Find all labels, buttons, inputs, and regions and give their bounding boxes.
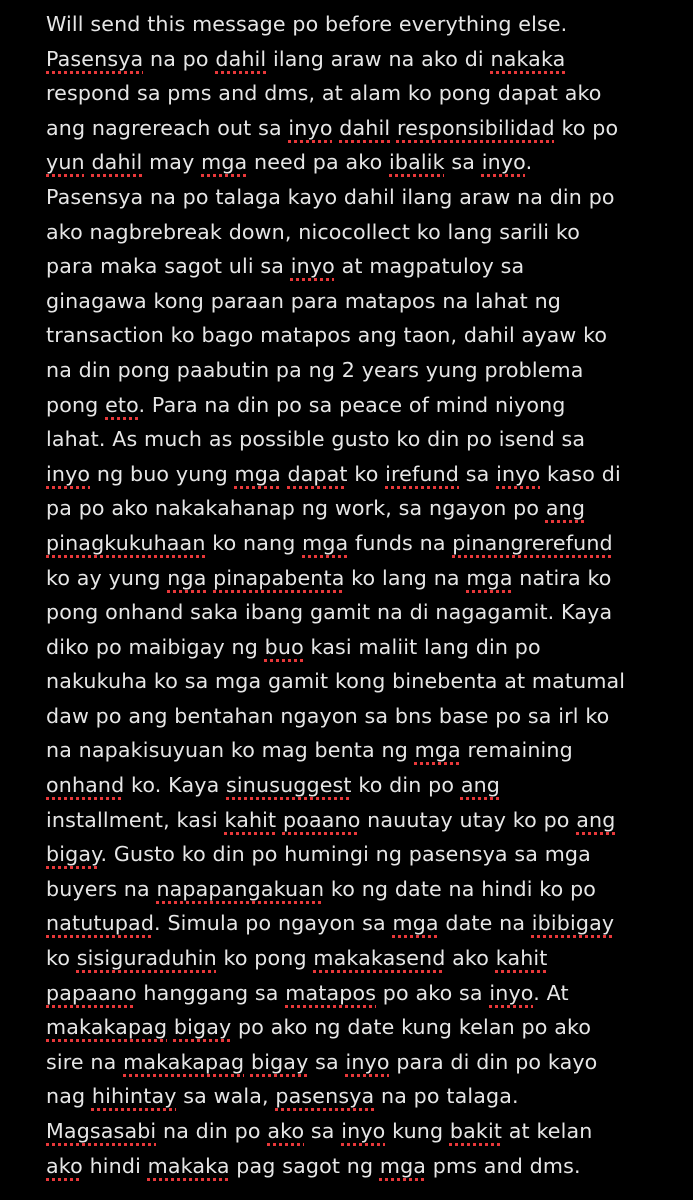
spellcheck-flagged-word[interactable]: kahit xyxy=(224,807,277,832)
note-text-line: ginagawa kong paraan para matapos na lahat ng xyxy=(46,288,561,313)
spellcheck-flagged-word[interactable]: ako xyxy=(267,1119,305,1143)
spellcheck-flagged-word[interactable]: dapat xyxy=(287,461,348,486)
spellcheck-flagged-word[interactable]: inyo xyxy=(46,461,91,486)
spellcheck-flagged-word[interactable]: sisiguraduhin xyxy=(76,946,217,971)
note-text-body[interactable] xyxy=(46,7,686,1183)
spellcheck-flagged-word[interactable]: inyo xyxy=(341,1119,386,1143)
note-text-line: ang nagrereach out sa inyo dahil responsibilidad ko po xyxy=(46,115,619,140)
spellcheck-flagged-word[interactable]: sinusuggest xyxy=(226,773,352,798)
note-text-line: ko sisiguraduhin ko pong makakasend ako kahit xyxy=(46,946,548,971)
spellcheck-flagged-word[interactable]: bakit xyxy=(449,1119,503,1143)
spellcheck-flagged-word[interactable]: ang xyxy=(545,496,586,521)
note-text-line: Pasensya na po dahil ilang araw na ako di nakaka xyxy=(46,46,566,71)
note-text-line: lahat. As much as possible gusto ko din po isend sa xyxy=(46,427,586,452)
note-text-line: diko po maibigay ng buo kasi maliit lang din po xyxy=(46,634,541,659)
spellcheck-flagged-word[interactable]: mga xyxy=(379,1153,427,1178)
spellcheck-flagged-word[interactable]: pinapabenta xyxy=(213,565,345,590)
spellcheck-flagged-word[interactable]: pinangrerefund xyxy=(452,530,613,555)
spellcheck-flagged-word[interactable]: dahil xyxy=(91,150,143,175)
spellcheck-flagged-word[interactable]: dahil xyxy=(339,115,391,140)
spellcheck-flagged-word[interactable]: responsibilidad xyxy=(396,115,555,140)
note-text-line: daw po ang bentahan ngayon sa bns base po sa irl ko xyxy=(46,703,610,728)
note-text-line: ko ay yung nga pinapabenta ko lang na mga natira ko xyxy=(46,565,612,590)
spellcheck-flagged-word[interactable]: inyo xyxy=(489,980,534,1005)
note-text-line: na din pong paabutin pa ng 2 years yung problema xyxy=(46,357,584,382)
spellcheck-flagged-word[interactable]: makakasend xyxy=(313,946,446,971)
spellcheck-flagged-word[interactable]: ibibigay xyxy=(531,911,615,936)
spellcheck-flagged-word[interactable]: mga xyxy=(414,738,461,763)
spellcheck-flagged-word[interactable]: hihintay xyxy=(91,1084,177,1109)
note-text-line: ako hindi makaka pag sagot ng mga pms and dms. xyxy=(46,1153,581,1178)
spellcheck-flagged-word[interactable]: inyo xyxy=(288,115,333,140)
note-text-line: na napakisuyuan ko mag benta ng mga remaining xyxy=(46,738,573,763)
note-text-line: bigay. Gusto ko din po humingi ng pasensya sa mga xyxy=(46,842,591,867)
spellcheck-flagged-word[interactable]: ang xyxy=(576,807,616,832)
spellcheck-flagged-word[interactable]: mga xyxy=(466,565,513,590)
note-text-line: papaano hanggang sa matapos po ako sa inyo. At xyxy=(46,980,569,1005)
spellcheck-flagged-word[interactable]: matapos xyxy=(285,980,377,1005)
note-text-line: para maka sagot uli sa inyo at magpatuloy sa xyxy=(46,254,525,279)
note-text-line: natutupad. Simula po ngayon sa mga date na ibibigay xyxy=(46,911,615,936)
note-text-line: installment, kasi kahit poaano nauutay utay ko po ang xyxy=(46,807,616,832)
note-text-line: Pasensya na po talaga kayo dahil ilang araw na din po xyxy=(46,184,615,209)
spellcheck-flagged-word[interactable]: napapangakuan xyxy=(156,876,325,901)
spellcheck-flagged-word[interactable]: makaka xyxy=(147,1153,230,1178)
spellcheck-flagged-word[interactable]: buo xyxy=(264,634,304,659)
spellcheck-flagged-word[interactable]: natutupad xyxy=(46,911,155,936)
note-text-line: sire na makakapag bigay sa inyo para di din po kayo xyxy=(46,1049,598,1074)
spellcheck-flagged-word[interactable]: pinagkukuhaan xyxy=(46,530,206,555)
note-text-line: Magsasabi na din po ako sa inyo kung bakit at kelan xyxy=(46,1119,593,1143)
spellcheck-flagged-word[interactable]: papaano xyxy=(46,980,137,1005)
note-text-line: nag hihintay sa wala, pasensya na po talaga. xyxy=(46,1084,519,1109)
spellcheck-flagged-word[interactable]: ibalik xyxy=(389,150,445,175)
spellcheck-flagged-word[interactable]: poaano xyxy=(282,807,361,832)
note-text-line: makakapag bigay po ako ng date kung kelan po ako xyxy=(46,1015,592,1040)
spellcheck-flagged-word[interactable]: inyo xyxy=(290,254,335,279)
spellcheck-flagged-word[interactable]: yun xyxy=(46,150,85,175)
note-text-line: Will send this message po before everything else. xyxy=(46,12,568,36)
note-text-line: onhand ko. Kaya sinusuggest ko din po ang xyxy=(46,773,501,798)
note-text-line: pa po ako nakakahanap ng work, sa ngayon po ang xyxy=(46,496,586,521)
note-text-line: inyo ng buo yung mga dapat ko irefund sa inyo kaso di xyxy=(46,461,621,486)
note-text-line: ako nagbrebreak down, nicocollect ko lang sarili ko xyxy=(46,219,580,244)
spellcheck-flagged-word[interactable]: eto xyxy=(105,392,139,417)
spellcheck-flagged-word[interactable]: ako xyxy=(46,1153,83,1178)
spellcheck-flagged-word[interactable]: bigay xyxy=(173,1015,232,1040)
note-text-line: transaction ko bago matapos ang taon, dahil ayaw ko xyxy=(46,323,608,348)
spellcheck-flagged-word[interactable]: nakaka xyxy=(490,46,566,71)
note-text-line: pong onhand saka ibang gamit na di nagagamit. Kaya xyxy=(46,600,613,625)
spellcheck-flagged-word[interactable]: nga xyxy=(167,565,207,590)
spellcheck-flagged-word[interactable]: dahil xyxy=(215,46,267,71)
spellcheck-flagged-word[interactable]: mga xyxy=(392,911,439,936)
spellcheck-flagged-word[interactable]: pasensya xyxy=(275,1084,375,1109)
spellcheck-flagged-word[interactable]: Magsasabi xyxy=(46,1119,157,1143)
spellcheck-flagged-word[interactable]: irefund xyxy=(385,461,460,486)
note-text-line: pinagkukuhaan ko nang mga funds na pinangrerefund xyxy=(46,530,613,555)
spellcheck-flagged-word[interactable]: mga xyxy=(201,150,248,175)
spellcheck-flagged-word[interactable]: onhand xyxy=(46,773,125,798)
spellcheck-flagged-word[interactable]: kahit xyxy=(495,946,548,971)
spellcheck-flagged-word[interactable]: makakapag xyxy=(46,1015,168,1040)
spellcheck-flagged-word[interactable]: makakapag xyxy=(123,1049,245,1074)
note-text-line: pong eto. Para na din po sa peace of mind niyong xyxy=(46,392,566,417)
spellcheck-flagged-word[interactable]: inyo xyxy=(481,150,526,175)
spellcheck-flagged-word[interactable]: ang xyxy=(460,773,501,798)
spellcheck-flagged-word[interactable]: mga xyxy=(302,530,349,555)
note-text-line: buyers na napapangakuan ko ng date na hindi ko po xyxy=(46,876,597,901)
spellcheck-flagged-word[interactable]: mga xyxy=(234,461,281,486)
note-text-line: yun dahil may mga need pa ako ibalik sa inyo. xyxy=(46,150,533,175)
spellcheck-flagged-word[interactable]: inyo xyxy=(345,1049,390,1074)
note-text-line: nakukuha ko sa mga gamit kong binebenta at matumal xyxy=(46,669,626,694)
note-text-line: respond sa pms and dms, at alam ko pong dapat ako xyxy=(46,81,602,106)
spellcheck-flagged-word[interactable]: bigay xyxy=(46,842,101,867)
spellcheck-flagged-word[interactable]: bigay xyxy=(250,1049,309,1074)
spellcheck-flagged-word[interactable]: inyo xyxy=(496,461,541,486)
spellcheck-flagged-word[interactable]: Pasensya xyxy=(46,46,144,71)
